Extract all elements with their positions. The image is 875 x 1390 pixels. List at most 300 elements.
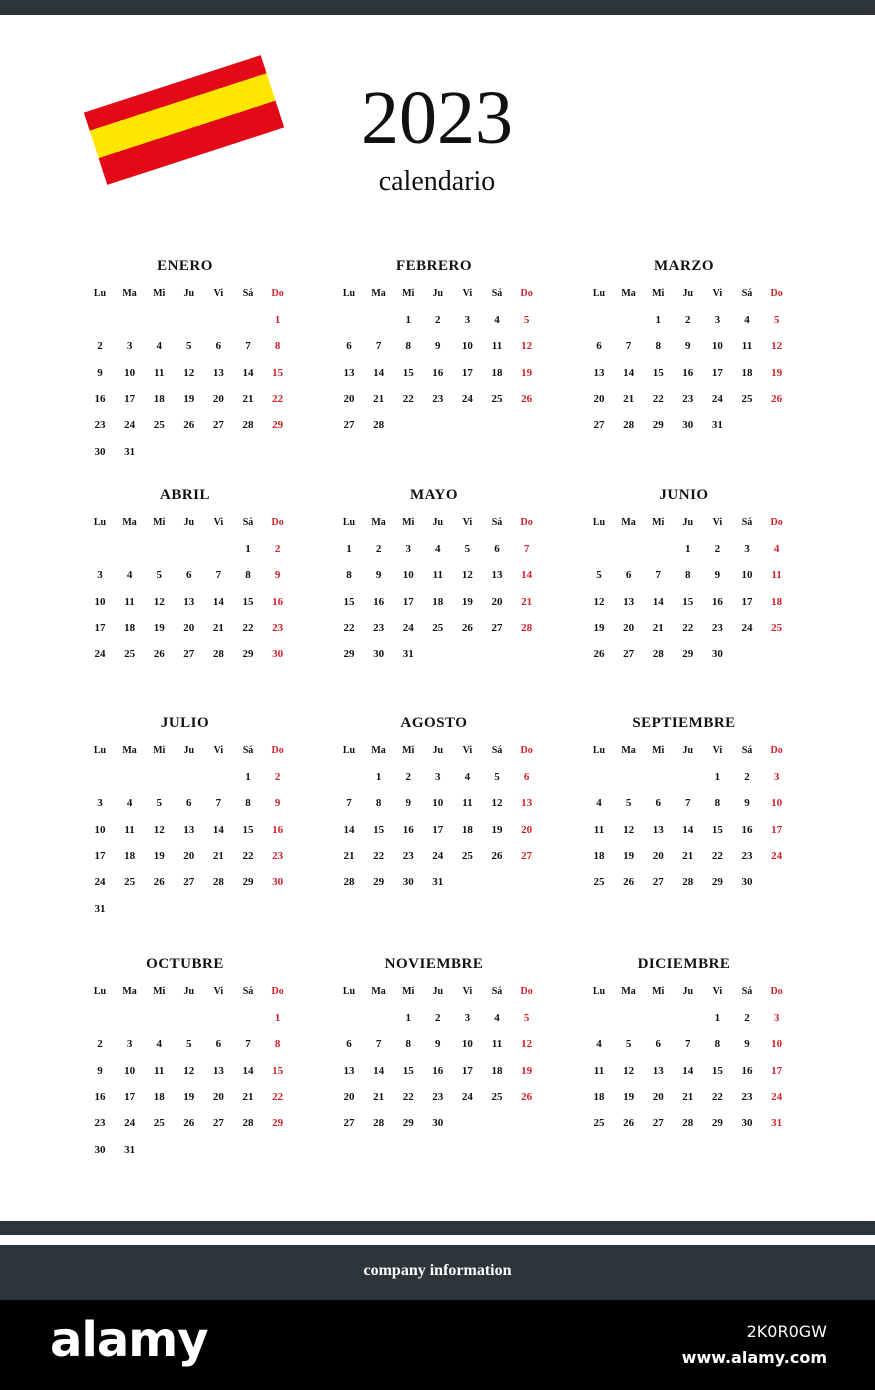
weekday-header: Do [520,986,533,997]
day-cell: 15 [402,1064,414,1077]
day-cell: 16 [741,823,753,836]
weekday-header: Sá [741,986,753,997]
weekday-header: Mi [153,517,166,528]
weekday-header: Ma [371,986,386,997]
day-cell: 7 [655,569,661,582]
day-cell: 13 [343,366,355,379]
day-cell: 12 [623,1064,635,1077]
day-cell: 20 [212,392,224,405]
day-cell: 18 [491,366,503,379]
day-cell: 28 [343,876,355,889]
weekday-header: Do [770,288,783,299]
day-cell: 16 [432,366,444,379]
day-cell: 26 [183,1117,195,1130]
day-cell: 14 [242,366,254,379]
day-cell: 13 [593,366,605,379]
weekday-header: Ju [183,517,195,528]
day-cell: 21 [242,1090,254,1103]
day-cell: 31 [432,876,444,889]
day-cell: 23 [741,1090,753,1103]
day-cell: 25 [153,1117,165,1130]
day-cell: 29 [711,1117,723,1130]
month-name: JUNIO [659,487,709,503]
day-cell: 25 [491,392,503,405]
weekday-header: Sá [242,288,254,299]
day-cell: 6 [655,797,661,810]
day-cell: 18 [491,1064,503,1077]
weekday-header: Do [770,986,783,997]
weekday-header: Vi [213,986,224,997]
day-cell: 11 [491,340,503,353]
day-cell: 29 [242,648,254,661]
day-cell: 26 [153,876,165,889]
day-cell: 9 [375,569,382,582]
stock-url: www.alamy.com [681,1348,827,1367]
day-cell: 27 [343,419,355,432]
day-cell: 10 [771,1038,783,1051]
day-cell: 23 [94,1117,106,1130]
day-cell: 9 [97,366,103,379]
day-cell: 16 [402,823,414,836]
month-name: NOVIEMBRE [384,956,484,972]
day-cell: 28 [242,419,254,432]
weekday-header: Vi [213,288,224,299]
day-cell: 25 [593,876,605,889]
day-cell: 31 [124,445,136,458]
weekday-header: Do [271,288,284,299]
spain-flag [84,55,284,185]
day-cell: 8 [714,797,721,810]
day-cell: 27 [652,1117,664,1130]
day-cell: 16 [741,1064,753,1077]
day-cell: 8 [714,1038,721,1051]
day-cell: 30 [402,876,414,889]
day-cell: 21 [373,392,385,405]
weekday-header: Vi [712,745,723,756]
day-cell: 17 [402,595,414,608]
day-cell: 4 [773,543,780,555]
day-cell: 27 [183,876,195,889]
day-cell: 7 [375,1038,382,1051]
weekday-header: Ma [621,517,636,528]
day-cell: 19 [771,366,783,379]
day-cell: 22 [652,392,664,405]
day-cell: 11 [593,1064,605,1077]
day-cell: 22 [402,1090,414,1103]
day-cell: 19 [593,621,605,634]
weekday-header: Vi [213,517,224,528]
day-cell: 4 [156,1038,162,1051]
day-cell: 20 [183,621,195,634]
weekday-header: Mi [402,288,415,299]
day-cell: 15 [242,595,254,608]
day-cell: 29 [402,1117,414,1130]
day-cell: 31 [94,902,106,915]
day-cell: 10 [711,340,723,353]
day-cell: 21 [343,849,355,862]
day-cell: 15 [272,366,284,379]
day-cell: 19 [461,595,473,608]
day-cell: 20 [623,621,635,634]
day-cell: 5 [186,340,192,353]
day-cell: 14 [242,1064,254,1077]
day-cell: 2 [274,543,281,555]
day-cell: 10 [771,797,783,810]
day-cell: 26 [593,648,605,661]
day-cell: 6 [494,543,500,555]
day-cell: 8 [245,569,251,582]
day-cell: 28 [212,876,224,889]
weekday-header: Vi [712,986,723,997]
day-cell: 9 [744,797,750,810]
day-cell: 1 [655,314,661,326]
day-cell: 27 [343,1117,355,1130]
month-name: SEPTIEMBRE [632,715,736,731]
day-cell: 26 [521,392,533,405]
day-cell: 30 [272,876,284,889]
day-cell: 18 [153,392,165,405]
day-cell: 7 [215,797,222,810]
day-cell: 26 [771,392,783,405]
weekday-header: Vi [712,517,723,528]
weekday-header: Sá [491,745,503,756]
day-cell: 30 [94,445,106,458]
day-cell: 3 [97,569,103,582]
day-cell: 27 [212,1117,224,1130]
day-cell: 4 [126,797,133,810]
weekday-header: Do [271,986,284,997]
day-cell: 22 [711,1090,723,1103]
day-cell: 7 [685,797,691,810]
weekday-header: Ju [432,986,444,997]
day-cell: 30 [682,419,694,432]
day-cell: 20 [521,823,533,836]
day-cell: 13 [491,569,503,582]
weekday-header: Mi [153,986,166,997]
day-cell: 9 [274,569,281,582]
day-cell: 14 [521,569,533,582]
day-cell: 15 [402,366,414,379]
day-cell: 25 [461,849,473,862]
day-cell: 5 [156,569,162,582]
day-cell: 11 [124,823,135,836]
day-cell: 26 [521,1090,533,1103]
weekday-header: Ma [621,288,636,299]
day-cell: 15 [711,1064,723,1077]
day-cell: 19 [623,1090,635,1103]
day-cell: 30 [711,648,723,661]
day-cell: 7 [215,569,222,582]
day-cell: 30 [741,1117,753,1130]
day-cell: 3 [126,340,133,353]
day-cell: 29 [682,648,694,661]
day-cell: 9 [744,1038,750,1051]
day-cell: 11 [771,569,782,582]
day-cell: 28 [212,648,224,661]
day-cell: 17 [771,823,783,836]
day-cell: 20 [652,1090,664,1103]
day-cell: 28 [623,419,635,432]
day-cell: 1 [274,314,281,326]
weekday-header: Vi [213,745,224,756]
day-cell: 4 [464,771,471,783]
day-cell: 18 [771,595,783,608]
day-cell: 11 [491,1038,503,1051]
day-cell: 21 [212,621,224,634]
weekday-header: Vi [462,745,473,756]
weekday-header: Lu [342,745,356,756]
day-cell: 1 [685,543,691,555]
day-cell: 8 [346,569,352,582]
day-cell: 2 [714,543,721,555]
day-cell: 18 [593,1090,605,1103]
day-cell: 7 [685,1038,691,1051]
day-cell: 10 [124,366,136,379]
day-cell: 9 [97,1064,103,1077]
weekday-header: Ju [432,745,444,756]
day-cell: 14 [373,366,385,379]
day-cell: 16 [682,366,694,379]
weekday-header: Ju [432,288,444,299]
day-cell: 25 [593,1117,605,1130]
weekday-header: Lu [592,288,606,299]
day-cell: 20 [343,1090,355,1103]
day-cell: 1 [714,771,721,783]
day-cell: 14 [212,823,224,836]
weekday-header: Mi [652,986,665,997]
day-cell: 9 [714,569,721,582]
day-cell: 3 [714,314,721,326]
weekday-header: Sá [242,986,254,997]
day-cell: 2 [375,543,382,555]
day-cell: 27 [652,876,664,889]
weekday-header: Do [271,517,284,528]
day-cell: 12 [153,823,165,836]
day-cell: 12 [461,569,473,582]
weekday-header: Ma [371,745,386,756]
weekday-header: Vi [712,288,723,299]
separator-bar [0,1221,875,1235]
day-cell: 13 [183,595,195,608]
weekday-header: Mi [652,517,665,528]
weekday-header: Ma [122,745,137,756]
day-cell: 27 [623,648,635,661]
day-cell: 23 [682,392,694,405]
weekday-header: Lu [342,986,356,997]
weekday-header: Mi [652,288,665,299]
weekday-header: Ma [621,986,636,997]
day-cell: 21 [242,392,254,405]
day-cell: 7 [245,1038,251,1051]
month-name: MARZO [654,258,714,274]
day-cell: 17 [771,1064,783,1077]
day-cell: 24 [741,621,753,634]
day-cell: 10 [94,595,106,608]
day-cell: 29 [373,876,385,889]
day-cell: 13 [183,823,195,836]
weekday-header: Ma [621,745,636,756]
day-cell: 26 [623,876,635,889]
day-cell: 25 [153,419,165,432]
day-cell: 26 [461,621,473,634]
day-cell: 21 [373,1090,385,1103]
weekday-header: Lu [93,745,107,756]
day-cell: 2 [97,340,103,353]
day-cell: 22 [682,621,694,634]
day-cell: 28 [682,876,694,889]
day-cell: 15 [343,595,355,608]
day-cell: 1 [245,543,251,555]
day-cell: 25 [491,1090,503,1103]
day-cell: 5 [596,569,602,582]
day-cell: 5 [464,543,471,555]
day-cell: 22 [272,1090,284,1103]
day-cell: 25 [432,621,444,634]
weekday-header: Mi [402,986,415,997]
month-name: MAYO [409,487,459,503]
day-cell: 25 [771,621,783,634]
day-cell: 5 [523,314,530,326]
day-cell: 23 [741,849,753,862]
day-cell: 12 [153,595,165,608]
day-cell: 21 [682,849,694,862]
day-cell: 15 [242,823,254,836]
day-cell: 6 [655,1038,661,1051]
weekday-header: Ju [682,288,694,299]
weekday-header: Mi [402,517,415,528]
weekday-header: Lu [342,288,356,299]
day-cell: 25 [124,876,136,889]
weekday-header: Lu [93,986,107,997]
day-cell: 4 [596,797,602,810]
day-cell: 17 [94,849,106,862]
day-cell: 11 [462,797,473,810]
weekday-header: Lu [592,517,606,528]
day-cell: 22 [272,392,284,405]
day-cell: 13 [652,1064,664,1077]
day-cell: 30 [432,1117,444,1130]
day-cell: 29 [343,648,355,661]
day-cell: 21 [521,595,533,608]
day-cell: 17 [461,366,473,379]
day-cell: 4 [494,1012,500,1024]
day-cell: 11 [593,823,605,836]
day-cell: 28 [652,648,664,661]
day-cell: 9 [274,797,281,810]
day-cell: 22 [343,621,355,634]
day-cell: 10 [94,823,106,836]
day-cell: 3 [126,1038,133,1051]
weekday-header: Ju [682,745,694,756]
day-cell: 1 [245,771,251,783]
day-cell: 18 [593,849,605,862]
day-cell: 19 [521,1064,533,1077]
day-cell: 15 [652,366,664,379]
day-cell: 24 [402,621,414,634]
day-cell: 23 [373,621,385,634]
day-cell: 29 [242,876,254,889]
day-cell: 12 [521,340,533,353]
day-cell: 19 [183,392,195,405]
day-cell: 2 [435,1012,441,1024]
day-cell: 2 [685,314,691,326]
day-cell: 31 [124,1143,136,1156]
day-cell: 23 [272,621,284,634]
day-cell: 5 [625,797,632,810]
weekday-header: Ma [122,986,137,997]
day-cell: 5 [625,1038,632,1051]
day-cell: 23 [402,849,414,862]
day-cell: 28 [373,419,385,432]
day-cell: 20 [491,595,503,608]
day-cell: 19 [153,849,165,862]
weekday-header: Sá [242,517,254,528]
day-cell: 1 [375,771,382,783]
day-cell: 12 [623,823,635,836]
day-cell: 9 [435,340,441,353]
day-cell: 18 [741,366,753,379]
day-cell: 22 [373,849,385,862]
month-name: OCTUBRE [146,956,224,972]
weekday-header: Sá [741,517,753,528]
day-cell: 6 [215,340,222,353]
day-cell: 10 [124,1064,136,1077]
month-name: DICIEMBRE [637,956,731,972]
day-cell: 1 [405,314,411,326]
day-cell: 24 [432,849,444,862]
day-cell: 13 [521,797,533,810]
weekday-header: Sá [491,288,503,299]
day-cell: 16 [94,1090,106,1103]
alamy-logo: alamy [50,1312,208,1368]
weekday-header: Sá [491,517,503,528]
calendar-subtitle: calendario [378,166,496,197]
day-cell: 4 [596,1038,602,1051]
day-cell: 26 [153,648,165,661]
day-cell: 30 [94,1143,106,1156]
day-cell: 24 [461,1090,473,1103]
weekday-header: Vi [462,986,473,997]
day-cell: 2 [744,771,750,783]
day-cell: 27 [521,849,533,862]
month-name: AGOSTO [400,715,468,731]
day-cell: 3 [744,543,750,555]
day-cell: 6 [625,569,632,582]
day-cell: 29 [652,419,664,432]
day-cell: 6 [596,340,602,353]
day-cell: 8 [655,340,661,353]
day-cell: 23 [432,1090,444,1103]
day-cell: 15 [373,823,385,836]
day-cell: 3 [464,314,471,326]
weekday-header: Mi [402,745,415,756]
day-cell: 10 [741,569,753,582]
day-cell: 2 [97,1038,103,1051]
day-cell: 22 [711,849,723,862]
weekday-header: Ju [682,986,694,997]
day-cell: 16 [272,823,284,836]
day-cell: 14 [373,1064,385,1077]
day-cell: 9 [405,797,411,810]
day-cell: 12 [593,595,605,608]
weekday-header: Sá [242,745,254,756]
day-cell: 28 [521,621,533,634]
day-cell: 25 [124,648,136,661]
day-cell: 17 [432,823,444,836]
day-cell: 18 [461,823,473,836]
day-cell: 25 [741,392,753,405]
month-name: ABRIL [159,487,210,503]
